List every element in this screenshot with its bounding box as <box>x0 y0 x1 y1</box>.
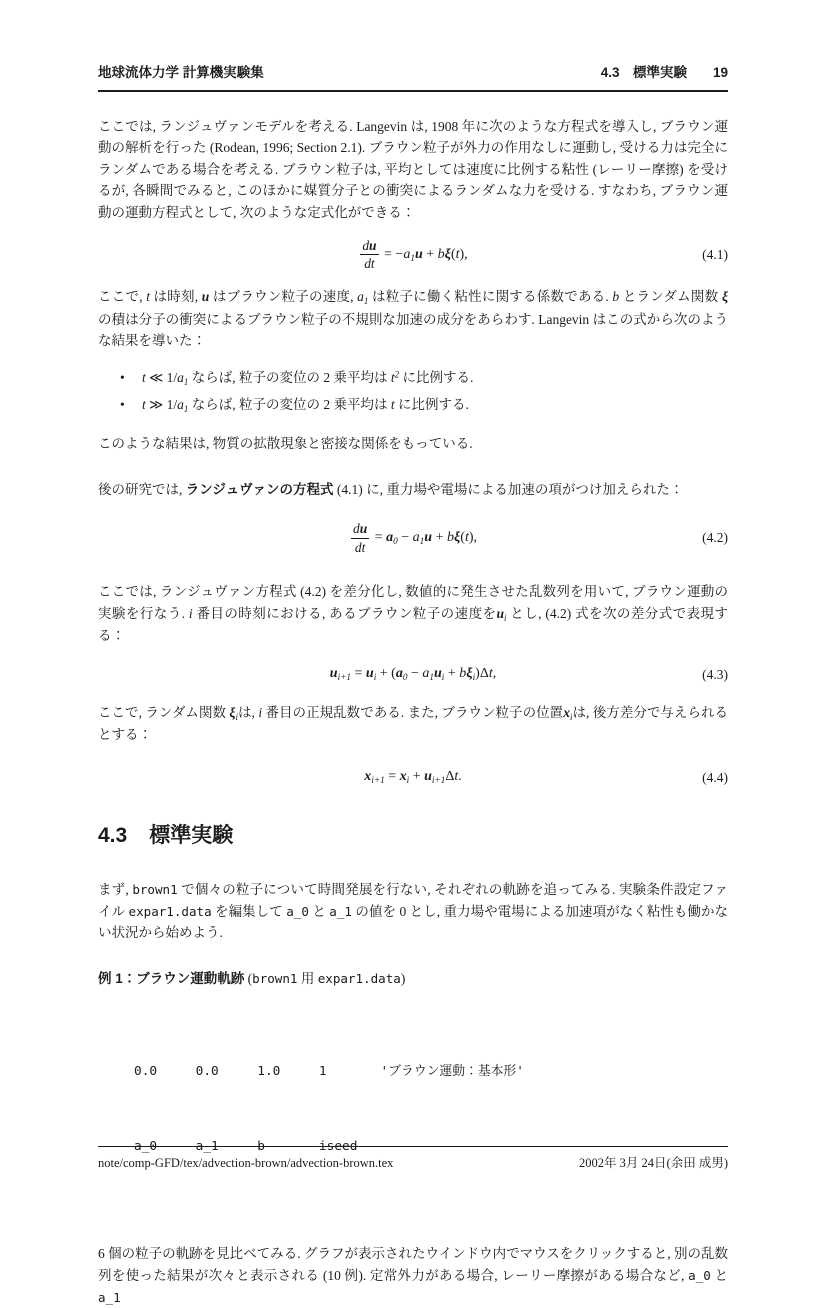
footer-date: 2002年 3月 24日(余田 成男) <box>579 1156 728 1170</box>
equation-4-2 <box>98 521 728 555</box>
list-item <box>120 394 728 416</box>
paragraph-diffusion: このような結果は, 物質の拡散現象と密接な関係をもっている. <box>98 435 473 451</box>
equation-4-4-body: $x_{i+1} = x_i + u_{i+1}\Delta t$. <box>364 769 462 786</box>
equation-4-3-number: (4.3) <box>702 666 728 682</box>
equation-4-1-body: $\frac{du}{dt}$ = $-a_1u + b\xi(t)$, <box>362 237 468 272</box>
paragraph-later-research: 後の研究では, ランジュヴァンの方程式 (4.1) に, 重力場や電場による加速の項がつけ加えられた： <box>98 481 684 497</box>
equation-4-1 <box>98 238 728 272</box>
page-footer <box>98 1146 728 1173</box>
paragraph-random-function: ここで, ランダム関数 $\xi_i$は, i 番目の正規乱数である. また, ブラウン粒子の位置$x_i$は, 後方差分で与えられるとする： <box>98 704 729 742</box>
section-title: 標準実験 <box>149 823 234 847</box>
equation-4-4-number: (4.4) <box>702 769 728 785</box>
bullet-list <box>120 367 728 416</box>
paragraph-trajectories: 6 個の粒子の軌跡を見比べてみる. グラフが表示されたウインドウ内でマウスをクリックすると, 別の乱数列を使った結果が次々と表示される (10 例). 定常外力がある場合, レーリー摩擦がある場合など, a_0 と a_1 <box>98 1246 728 1305</box>
bullet-text: t ≫ $1/a_1$ ならば, 粒子の変位の 2 乗平均は t に比例する. <box>142 396 469 414</box>
equation-4-2-number: (4.2) <box>702 530 728 546</box>
equation-4-4 <box>98 766 728 788</box>
paragraph-discretization: ここでは, ランジュヴァン方程式 (4.2) を差分化し, 数値的に発生させた乱数列を用いて, ブラウン運動の実験を行なう. i 番目の時刻における, あるブラウン粒子の速度を$u_i$ とし, (4.2) 式を次の差分式で表現する： <box>98 584 728 643</box>
footer-file-path: note/comp-GFD/tex/advection-brown/advection-brown.tex <box>98 1156 394 1170</box>
code-block <box>134 1009 728 1209</box>
example-label: 例 1：ブラウン運動軌跡 (brown1 用 expar1.data) <box>98 970 406 986</box>
section-heading <box>98 823 728 849</box>
header-section-ref: 4.3 標準実験 <box>600 65 687 80</box>
list-item <box>120 367 728 389</box>
bullet-icon: • <box>120 369 125 385</box>
header-page-number: 19 <box>712 65 728 80</box>
paragraph-experiment-setup: まず, brown1 で個々の粒子について時間発展を行ない, それぞれの軌跡を追ってみる. 実験条件設定ファイル expar1.data を編集して a_0 と a_1 の値を 0 とし, 重力場や電場による加速項がなく粘性も働かない状況から始めよう. <box>98 882 729 941</box>
section-number: 4.3 <box>98 823 128 847</box>
equation-4-2-body: $\frac{du}{dt}$ = $a_0 - a_1u + b\xi(t)$, <box>353 521 477 555</box>
header-right <box>601 62 728 84</box>
code-line-values: 0.0 0.0 1.0 1 'ブラウン運動：基本形' <box>134 1064 524 1080</box>
document-page <box>0 62 826 1305</box>
header-doc-title: 地球流体力学 計算機実験集 <box>98 65 264 80</box>
equation-4-1-number: (4.1) <box>702 246 728 262</box>
bullet-text: t ≪ $1/a_1$ ならば, 粒子の変位の 2 乗平均は $t^2$ に比例する. <box>142 369 474 387</box>
page-body <box>98 116 728 1308</box>
bullet-icon: • <box>120 396 125 412</box>
equation-4-3-body: $u_{i+1} = u_i + (a_0 - a_1u_i + b\xi_i)\Delta t$, <box>329 666 497 683</box>
paragraph-variables: ここで, t は時刻, u はブラウン粒子の速度, $a_1$ は粒子に働く粘性に関する係数である. b とランダム関数 ξの積は分子の衝突によるブラウン粒子の不規則な加速の成分をあらわす. Langevin はこの式から次のような結果を導いた： <box>98 289 729 349</box>
code-line-names: a_0 a_1 b iseed <box>134 1139 358 1155</box>
page-header <box>98 62 728 92</box>
paragraph-intro: ここでは, ランジュヴァンモデルを考える. Langevin は, 1908 年に次のような方程式を導入し, ブラウン運動の解析を行った (Rodean, 1996; Section 2.1). ブラウン粒子が外力の作用なしに運動し, 受ける力は完全にランダムである場合を考える. ブラウン粒子は, 平均としては速度に比例する粘性 (レーリー摩擦) を受けるが, 各瞬間でみると, このほかに媒質分子との衝突によるランダムな力を受ける. すなわち, ブラウン運動の運動方程式として, 次のような定式化ができる： <box>98 118 728 220</box>
equation-4-3 <box>98 663 728 685</box>
